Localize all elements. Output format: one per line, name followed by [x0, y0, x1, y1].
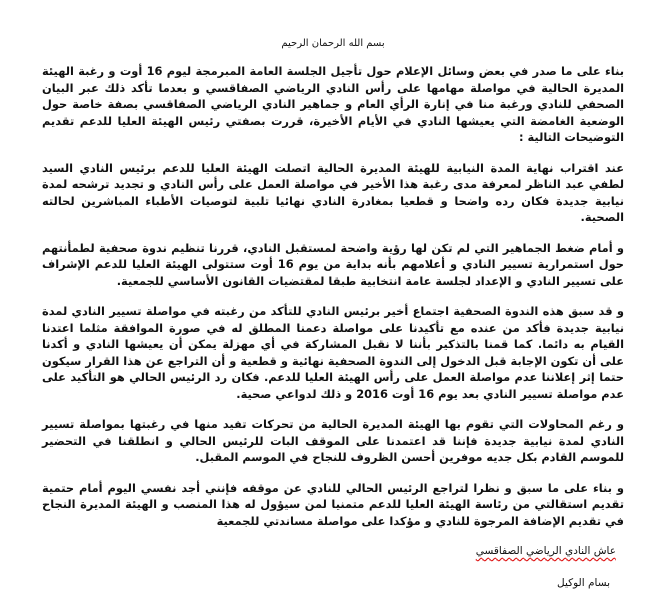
author-name: بسام الوكيل [557, 577, 610, 589]
basmala-heading: بسم الله الرحمان الرحيم [281, 38, 385, 49]
paragraph-attempts: و رغم المحاولات التي تقوم بها الهيئة المديرة الحالية من تحركات تفيد منها في رغبتها بمواصلة تسيير النادي لمدة نيابية جديدة فإننا قد اعتمدنا على الموقف البات للرئيس الحالي و انطلقنا في التحضير للموسم القادم بكل جديه موفرين أحسن الظروف للنجاح في الموسم المقبل. [42, 417, 624, 464]
paragraph-intro: بناء على ما صدر في بعض وسائل الإعلام حول تأجيل الجلسة العامة المبرمجة ليوم 16 أوت و رغبة الهيئة المديرة الحالية في مواصلة مهامها على رأس النادي الرياضي الصفاقسي و بعدما تأكد ذلك عبر البيان الصحفي للنادي ورغبة منا في إنارة الرأي العام و جماهير النادي الرياضي الصفاقسي بصفة خاصة حول الوضعية الغامضة التي يعيشها النادي في الأيام الأخيرة، قررت بصفتي رئيس الهيئة العليا للدعم تقديم التوضيحات التالية : [42, 64, 624, 144]
paragraph-resignation: و بناء على ما سبق و نظرا لتراجع الرئيس الحالي للنادي عن موقفه فإنني أجد نفسي اليوم أمام حتمية تقديم استقالتي من رئاسة الهيئة العليا للدعم متمنيا لمن سيؤول له هذا المنصب و الهيئة المديرة النجاح في تقديم الإضافة المرجوة للنادي و مؤكدا على مواصلة مساندتي للجمعية [42, 480, 624, 528]
paragraph-final-meeting: و قد سبق هذه الندوة الصحفية اجتماع أخير برئيس النادي للتأكد من رغبته في مواصلة تسيير النادي لمدة نيابية جديدة فأكد من عنده مع تأكيدنا على مواصلة دعمنا المطلق له في صورة الموافقة مثلما اعتدنا القيام به دائما. كما قمنا بالتذكير بأننا لا نقبل المشاركة في أي مهزلة يمكن أن يعيشها النادي و أكدنا على أن تكون الإجابة قبل الدخول إلى الندوة الصحفية نهائية و قطعية و أن التراجع عن هذا القرار سيكون حتما إثر إعلاننا عدم مواصلة العمل على رأس الهيئة العليا للدعم. فكان رد الرئيس الحالي هو التأكيد على عدم مواصلة تسيير النادي بعد يوم 16 أوت 2016 و ذلك لدواعي صحية. [42, 304, 624, 401]
club-name-signature: عاش النادي الرياضي الصفاقسي [475, 545, 616, 557]
closing-line [42, 543, 624, 559]
paragraph-press-conference: و أمام ضغط الجماهير التي لم تكن لها رؤية واضحة لمستقبل النادي، قررنا تنظيم ندوة صحفية لطمأنتهم حول استمرارية تسيير النادي و أعلامهم بأنه بداية من يوم 16 أوت ستتولى الهيئة العليا للدعم الإشراف على تسيير النادي و الإعداد لجلسة عامة انتخابية طبقا لمقتضيات القانون الأساسي للجمعية. [42, 240, 624, 288]
paragraph-term-end: عند اقتراب نهاية المدة النيابية للهيئة المديرة الحالية اتصلت الهيئة العليا للدعم برئيس النادي السيد لطفي عبد الناظر لمعرفة مدى رغبة هذا الأخير في مواصلة العمل على رأس النادي و تجديد ترشحه لمدة نيابية جديدة فكان رده واضحا و قطعيا بمغادرة النادي نهائيا تلبية لتوصيات الأطباء المباشرين لحالته الصحية. [42, 160, 624, 224]
